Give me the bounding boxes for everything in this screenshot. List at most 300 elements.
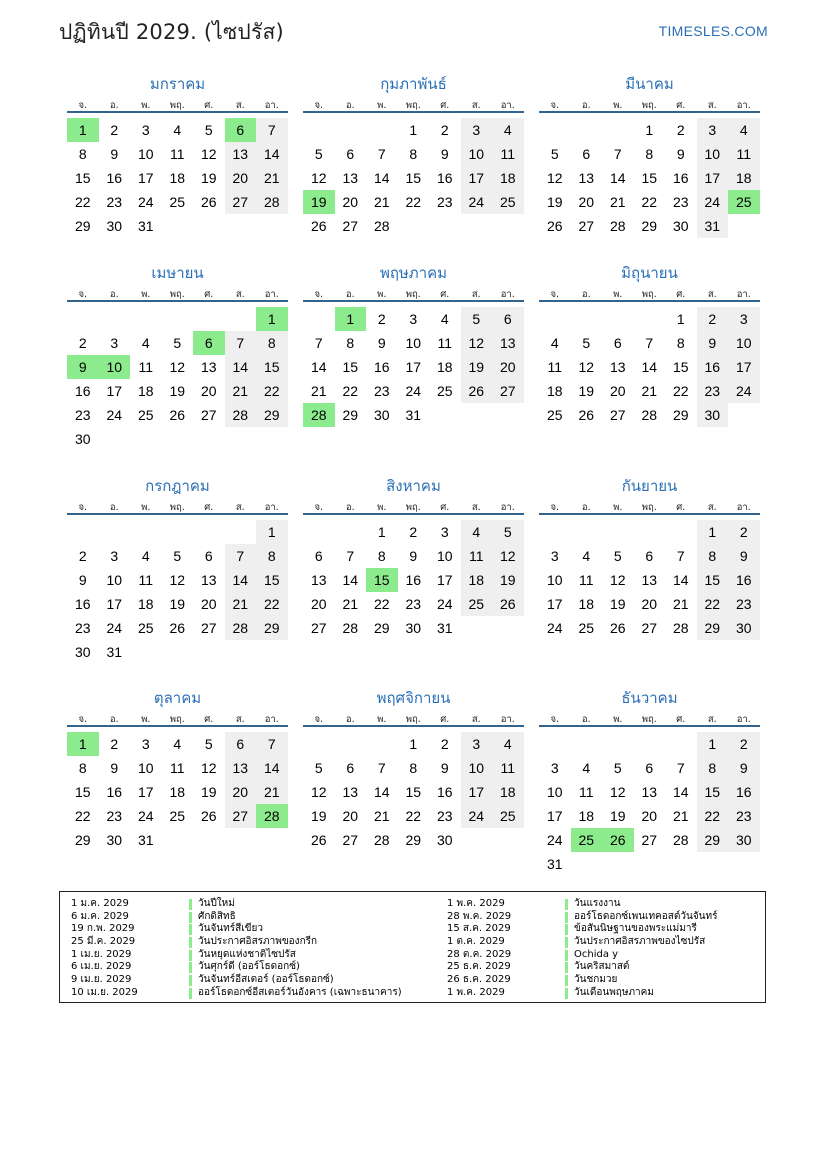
day-cell[interactable]: 15 [342, 359, 359, 375]
day-cell[interactable]: 13 [225, 756, 257, 780]
day-cell[interactable]: 3 [461, 118, 493, 142]
day-cell[interactable]: 24 [137, 808, 154, 824]
day-cell[interactable]: 26 [169, 407, 186, 423]
day-cell[interactable]: 7 [225, 544, 257, 568]
day-cell[interactable]: 16 [373, 359, 390, 375]
day-cell[interactable]: 22 [405, 194, 422, 210]
day-cell[interactable]: 3 [550, 548, 559, 564]
day-cell[interactable]: 22 [373, 596, 390, 612]
day-cell[interactable]: 29 [74, 832, 91, 848]
day-cell[interactable]: 17 [697, 166, 729, 190]
day-cell[interactable]: 7 [225, 331, 257, 355]
day-cell[interactable]: 8 [676, 335, 685, 351]
day-cell[interactable]: 30 [373, 407, 390, 423]
day-cell[interactable]: 17 [728, 355, 760, 379]
day-cell[interactable]: 28 [225, 403, 257, 427]
day-cell[interactable]: 31 [436, 620, 453, 636]
day-cell[interactable]: 29 [373, 620, 390, 636]
day-cell[interactable]: 6 [204, 548, 213, 564]
day-cell[interactable]: 4 [461, 520, 493, 544]
day-cell[interactable]: 6 [346, 760, 355, 776]
day-cell[interactable]: 10 [99, 355, 131, 379]
day-cell[interactable]: 14 [256, 142, 288, 166]
day-cell[interactable]: 10 [137, 760, 154, 776]
day-cell[interactable]: 17 [106, 596, 123, 612]
day-cell[interactable]: 5 [204, 736, 213, 752]
day-cell[interactable]: 6 [225, 118, 257, 142]
day-cell[interactable]: 13 [310, 572, 327, 588]
day-cell[interactable]: 26 [200, 808, 217, 824]
day-cell[interactable]: 24 [461, 190, 493, 214]
day-cell[interactable]: 12 [310, 170, 327, 186]
day-cell[interactable]: 29 [405, 832, 422, 848]
day-cell[interactable]: 8 [346, 335, 355, 351]
day-cell[interactable]: 9 [78, 572, 87, 588]
day-cell[interactable]: 9 [440, 146, 449, 162]
day-cell[interactable]: 4 [492, 118, 524, 142]
day-cell[interactable]: 17 [461, 166, 493, 190]
day-cell[interactable]: 12 [461, 331, 493, 355]
day-cell[interactable]: 19 [578, 383, 595, 399]
day-cell[interactable]: 28 [225, 616, 257, 640]
day-cell[interactable]: 18 [578, 596, 595, 612]
day-cell[interactable]: 27 [578, 218, 595, 234]
day-cell[interactable]: 30 [74, 431, 91, 447]
day-cell[interactable]: 20 [609, 383, 626, 399]
day-cell[interactable]: 19 [609, 596, 626, 612]
day-cell[interactable]: 16 [106, 170, 123, 186]
day-cell[interactable]: 14 [225, 568, 257, 592]
day-cell[interactable]: 20 [492, 355, 524, 379]
day-cell[interactable]: 19 [303, 190, 335, 214]
day-cell[interactable]: 24 [405, 383, 422, 399]
day-cell[interactable]: 25 [461, 592, 493, 616]
day-cell[interactable]: 22 [405, 808, 422, 824]
day-cell[interactable]: 3 [110, 335, 119, 351]
day-cell[interactable]: 19 [169, 596, 186, 612]
day-cell[interactable]: 30 [697, 403, 729, 427]
day-cell[interactable]: 5 [613, 760, 622, 776]
day-cell[interactable]: 30 [74, 644, 91, 660]
day-cell[interactable]: 23 [697, 379, 729, 403]
day-cell[interactable]: 5 [613, 548, 622, 564]
day-cell[interactable]: 19 [461, 355, 493, 379]
day-cell[interactable]: 15 [74, 170, 91, 186]
day-cell[interactable]: 4 [141, 548, 150, 564]
day-cell[interactable]: 23 [436, 194, 453, 210]
day-cell[interactable]: 27 [310, 620, 327, 636]
day-cell[interactable]: 19 [200, 170, 217, 186]
day-cell[interactable]: 21 [609, 194, 626, 210]
day-cell[interactable]: 13 [342, 784, 359, 800]
day-cell[interactable]: 28 [373, 218, 390, 234]
day-cell[interactable]: 26 [602, 828, 634, 852]
day-cell[interactable]: 13 [641, 572, 658, 588]
day-cell[interactable]: 2 [110, 122, 119, 138]
day-cell[interactable]: 26 [609, 620, 626, 636]
day-cell[interactable]: 18 [436, 359, 453, 375]
day-cell[interactable]: 28 [641, 407, 658, 423]
day-cell[interactable]: 9 [110, 146, 119, 162]
day-cell[interactable]: 29 [697, 828, 729, 852]
day-cell[interactable]: 6 [346, 146, 355, 162]
day-cell[interactable]: 18 [492, 166, 524, 190]
day-cell[interactable]: 13 [200, 572, 217, 588]
day-cell[interactable]: 21 [225, 592, 257, 616]
day-cell[interactable]: 18 [546, 383, 563, 399]
day-cell[interactable]: 7 [256, 118, 288, 142]
day-cell[interactable]: 21 [256, 780, 288, 804]
day-cell[interactable]: 24 [106, 407, 123, 423]
day-cell[interactable]: 7 [676, 548, 685, 564]
day-cell[interactable]: 17 [405, 359, 422, 375]
day-cell[interactable]: 15 [641, 170, 658, 186]
day-cell[interactable]: 28 [609, 218, 626, 234]
day-cell[interactable]: 4 [173, 736, 182, 752]
day-cell[interactable]: 19 [609, 808, 626, 824]
day-cell[interactable]: 30 [728, 616, 760, 640]
day-cell[interactable]: 2 [409, 524, 418, 540]
day-cell[interactable]: 11 [169, 146, 185, 162]
day-cell[interactable]: 26 [492, 592, 524, 616]
day-cell[interactable]: 26 [578, 407, 595, 423]
day-cell[interactable]: 12 [169, 572, 186, 588]
day-cell[interactable]: 2 [697, 307, 729, 331]
day-cell[interactable]: 23 [728, 592, 760, 616]
day-cell[interactable]: 19 [310, 808, 327, 824]
day-cell[interactable]: 7 [377, 760, 386, 776]
day-cell[interactable]: 31 [697, 214, 729, 238]
day-cell[interactable]: 16 [405, 572, 422, 588]
day-cell[interactable]: 15 [256, 568, 288, 592]
day-cell[interactable]: 10 [137, 146, 154, 162]
day-cell[interactable]: 28 [303, 403, 335, 427]
day-cell[interactable]: 29 [342, 407, 359, 423]
day-cell[interactable]: 5 [173, 548, 182, 564]
day-cell[interactable]: 8 [256, 544, 288, 568]
day-cell[interactable]: 25 [492, 804, 524, 828]
day-cell[interactable]: 4 [141, 335, 150, 351]
day-cell[interactable]: 15 [256, 355, 288, 379]
day-cell[interactable]: 8 [409, 146, 418, 162]
day-cell[interactable]: 18 [137, 596, 154, 612]
day-cell[interactable]: 16 [728, 780, 760, 804]
day-cell[interactable]: 16 [106, 784, 123, 800]
day-cell[interactable]: 25 [169, 194, 186, 210]
day-cell[interactable]: 12 [609, 572, 626, 588]
day-cell[interactable]: 17 [137, 784, 154, 800]
day-cell[interactable]: 1 [676, 311, 685, 327]
day-cell[interactable]: 4 [173, 122, 182, 138]
day-cell[interactable]: 27 [609, 407, 626, 423]
day-cell[interactable]: 9 [440, 760, 449, 776]
day-cell[interactable]: 23 [106, 808, 123, 824]
day-cell[interactable]: 16 [436, 784, 453, 800]
day-cell[interactable]: 27 [641, 620, 658, 636]
day-cell[interactable]: 2 [676, 122, 685, 138]
day-cell[interactable]: 24 [546, 832, 563, 848]
day-cell[interactable]: 5 [314, 146, 323, 162]
day-cell[interactable]: 21 [342, 596, 359, 612]
day-cell[interactable]: 4 [440, 311, 449, 327]
day-cell[interactable]: 17 [546, 808, 563, 824]
day-cell[interactable]: 24 [697, 190, 729, 214]
day-cell[interactable]: 7 [256, 732, 288, 756]
day-cell[interactable]: 8 [645, 146, 654, 162]
day-cell[interactable]: 21 [672, 596, 689, 612]
day-cell[interactable]: 2 [440, 736, 449, 752]
day-cell[interactable]: 1 [335, 307, 367, 331]
day-cell[interactable]: 13 [609, 359, 626, 375]
day-cell[interactable]: 18 [492, 780, 524, 804]
day-cell[interactable]: 8 [256, 331, 288, 355]
day-cell[interactable]: 20 [200, 383, 217, 399]
day-cell[interactable]: 14 [225, 355, 257, 379]
day-cell[interactable]: 22 [342, 383, 359, 399]
day-cell[interactable]: 9 [110, 760, 119, 776]
day-cell[interactable]: 21 [256, 166, 288, 190]
day-cell[interactable]: 3 [440, 524, 449, 540]
day-cell[interactable]: 10 [436, 548, 453, 564]
day-cell[interactable]: 7 [645, 335, 654, 351]
day-cell[interactable]: 5 [492, 520, 524, 544]
day-cell[interactable]: 11 [547, 359, 563, 375]
day-cell[interactable]: 13 [641, 784, 658, 800]
day-cell[interactable]: 4 [492, 732, 524, 756]
day-cell[interactable]: 4 [582, 548, 591, 564]
day-cell[interactable]: 10 [405, 335, 422, 351]
day-cell[interactable]: 23 [74, 407, 91, 423]
day-cell[interactable]: 2 [440, 122, 449, 138]
day-cell[interactable]: 9 [728, 544, 760, 568]
day-cell[interactable]: 27 [641, 832, 658, 848]
day-cell[interactable]: 11 [169, 760, 185, 776]
day-cell[interactable]: 14 [672, 784, 689, 800]
day-cell[interactable]: 23 [373, 383, 390, 399]
day-cell[interactable]: 3 [728, 307, 760, 331]
site-name[interactable]: TIMESLES.COM [658, 23, 768, 39]
day-cell[interactable]: 22 [74, 194, 91, 210]
day-cell[interactable]: 5 [314, 760, 323, 776]
day-cell[interactable]: 22 [256, 592, 288, 616]
day-cell[interactable]: 30 [106, 832, 123, 848]
day-cell[interactable]: 13 [225, 142, 257, 166]
day-cell[interactable]: 25 [169, 808, 186, 824]
day-cell[interactable]: 28 [672, 620, 689, 636]
day-cell[interactable]: 20 [641, 808, 658, 824]
day-cell[interactable]: 24 [546, 620, 563, 636]
day-cell[interactable]: 16 [672, 170, 689, 186]
day-cell[interactable]: 24 [137, 194, 154, 210]
day-cell[interactable]: 6 [582, 146, 591, 162]
day-cell[interactable]: 11 [728, 142, 760, 166]
day-cell[interactable]: 5 [550, 146, 559, 162]
day-cell[interactable]: 15 [672, 359, 689, 375]
day-cell[interactable]: 5 [461, 307, 493, 331]
day-cell[interactable]: 1 [256, 307, 288, 331]
day-cell[interactable]: 19 [200, 784, 217, 800]
day-cell[interactable]: 14 [641, 359, 658, 375]
day-cell[interactable]: 3 [110, 548, 119, 564]
day-cell[interactable]: 15 [74, 784, 91, 800]
day-cell[interactable]: 28 [256, 190, 288, 214]
day-cell[interactable]: 11 [492, 142, 524, 166]
day-cell[interactable]: 28 [256, 804, 288, 828]
day-cell[interactable]: 22 [256, 379, 288, 403]
day-cell[interactable]: 12 [609, 784, 626, 800]
day-cell[interactable]: 27 [492, 379, 524, 403]
day-cell[interactable]: 25 [436, 383, 453, 399]
day-cell[interactable]: 11 [437, 335, 453, 351]
day-cell[interactable]: 14 [373, 170, 390, 186]
day-cell[interactable]: 5 [582, 335, 591, 351]
day-cell[interactable]: 3 [409, 311, 418, 327]
day-cell[interactable]: 8 [409, 760, 418, 776]
day-cell[interactable]: 31 [405, 407, 422, 423]
day-cell[interactable]: 6 [314, 548, 323, 564]
day-cell[interactable]: 25 [546, 407, 563, 423]
day-cell[interactable]: 3 [697, 118, 729, 142]
day-cell[interactable]: 10 [546, 572, 563, 588]
day-cell[interactable]: 7 [377, 146, 386, 162]
day-cell[interactable]: 1 [377, 524, 386, 540]
day-cell[interactable]: 15 [405, 784, 422, 800]
day-cell[interactable]: 21 [373, 194, 390, 210]
day-cell[interactable]: 30 [728, 828, 760, 852]
day-cell[interactable]: 31 [106, 644, 123, 660]
day-cell[interactable]: 25 [578, 620, 595, 636]
day-cell[interactable]: 12 [310, 784, 327, 800]
day-cell[interactable]: 23 [728, 804, 760, 828]
day-cell[interactable]: 3 [141, 122, 150, 138]
day-cell[interactable]: 24 [728, 379, 760, 403]
day-cell[interactable]: 20 [200, 596, 217, 612]
day-cell[interactable]: 20 [310, 596, 327, 612]
day-cell[interactable]: 18 [169, 784, 186, 800]
day-cell[interactable]: 6 [645, 548, 654, 564]
day-cell[interactable]: 16 [436, 170, 453, 186]
day-cell[interactable]: 24 [106, 620, 123, 636]
day-cell[interactable]: 12 [492, 544, 524, 568]
day-cell[interactable]: 2 [110, 736, 119, 752]
day-cell[interactable]: 1 [697, 520, 729, 544]
day-cell[interactable]: 9 [676, 146, 685, 162]
day-cell[interactable]: 22 [74, 808, 91, 824]
day-cell[interactable]: 7 [676, 760, 685, 776]
day-cell[interactable]: 20 [225, 166, 257, 190]
day-cell[interactable]: 16 [728, 568, 760, 592]
day-cell[interactable]: 29 [256, 616, 288, 640]
day-cell[interactable]: 30 [106, 218, 123, 234]
day-cell[interactable]: 11 [461, 544, 493, 568]
day-cell[interactable]: 6 [492, 307, 524, 331]
day-cell[interactable]: 10 [546, 784, 563, 800]
day-cell[interactable]: 12 [169, 359, 186, 375]
day-cell[interactable]: 20 [342, 808, 359, 824]
day-cell[interactable]: 10 [461, 756, 493, 780]
day-cell[interactable]: 26 [169, 620, 186, 636]
day-cell[interactable]: 11 [578, 572, 594, 588]
day-cell[interactable]: 21 [672, 808, 689, 824]
day-cell[interactable]: 8 [697, 756, 729, 780]
day-cell[interactable]: 8 [377, 548, 386, 564]
day-cell[interactable]: 16 [697, 355, 729, 379]
day-cell[interactable]: 17 [106, 383, 123, 399]
day-cell[interactable]: 1 [67, 118, 99, 142]
day-cell[interactable]: 3 [461, 732, 493, 756]
day-cell[interactable]: 31 [546, 856, 563, 872]
day-cell[interactable]: 21 [225, 379, 257, 403]
day-cell[interactable]: 30 [405, 620, 422, 636]
day-cell[interactable]: 9 [697, 331, 729, 355]
day-cell[interactable]: 19 [492, 568, 524, 592]
day-cell[interactable]: 15 [697, 780, 729, 804]
day-cell[interactable]: 27 [342, 832, 359, 848]
day-cell[interactable]: 25 [571, 828, 603, 852]
day-cell[interactable]: 6 [225, 732, 257, 756]
day-cell[interactable]: 23 [436, 808, 453, 824]
day-cell[interactable]: 29 [641, 218, 658, 234]
day-cell[interactable]: 12 [200, 760, 217, 776]
day-cell[interactable]: 22 [697, 592, 729, 616]
day-cell[interactable]: 14 [373, 784, 390, 800]
day-cell[interactable]: 5 [173, 335, 182, 351]
day-cell[interactable]: 29 [74, 218, 91, 234]
day-cell[interactable]: 18 [461, 568, 493, 592]
day-cell[interactable]: 22 [697, 804, 729, 828]
day-cell[interactable]: 30 [436, 832, 453, 848]
day-cell[interactable]: 18 [169, 170, 186, 186]
day-cell[interactable]: 14 [310, 359, 327, 375]
day-cell[interactable]: 8 [78, 146, 87, 162]
day-cell[interactable]: 10 [106, 572, 123, 588]
day-cell[interactable]: 17 [461, 780, 493, 804]
day-cell[interactable]: 12 [200, 146, 217, 162]
day-cell[interactable]: 20 [225, 780, 257, 804]
day-cell[interactable]: 25 [137, 620, 154, 636]
day-cell[interactable]: 23 [405, 596, 422, 612]
day-cell[interactable]: 9 [728, 756, 760, 780]
day-cell[interactable]: 8 [78, 760, 87, 776]
day-cell[interactable]: 9 [67, 355, 99, 379]
day-cell[interactable]: 26 [200, 194, 217, 210]
day-cell[interactable]: 20 [578, 194, 595, 210]
day-cell[interactable]: 27 [225, 804, 257, 828]
day-cell[interactable]: 14 [256, 756, 288, 780]
day-cell[interactable]: 3 [550, 760, 559, 776]
day-cell[interactable]: 21 [310, 383, 327, 399]
day-cell[interactable]: 4 [582, 760, 591, 776]
day-cell[interactable]: 1 [256, 520, 288, 544]
day-cell[interactable]: 17 [137, 170, 154, 186]
day-cell[interactable]: 27 [225, 190, 257, 214]
day-cell[interactable]: 26 [546, 218, 563, 234]
day-cell[interactable]: 11 [492, 756, 524, 780]
day-cell[interactable]: 6 [645, 760, 654, 776]
day-cell[interactable]: 11 [138, 572, 154, 588]
day-cell[interactable]: 2 [728, 732, 760, 756]
day-cell[interactable]: 9 [409, 548, 418, 564]
day-cell[interactable]: 20 [342, 194, 359, 210]
day-cell[interactable]: 29 [256, 403, 288, 427]
day-cell[interactable]: 6 [613, 335, 622, 351]
day-cell[interactable]: 25 [728, 190, 760, 214]
day-cell[interactable]: 7 [613, 146, 622, 162]
day-cell[interactable]: 7 [314, 335, 323, 351]
day-cell[interactable]: 14 [609, 170, 626, 186]
day-cell[interactable]: 10 [728, 331, 760, 355]
day-cell[interactable]: 9 [377, 335, 386, 351]
